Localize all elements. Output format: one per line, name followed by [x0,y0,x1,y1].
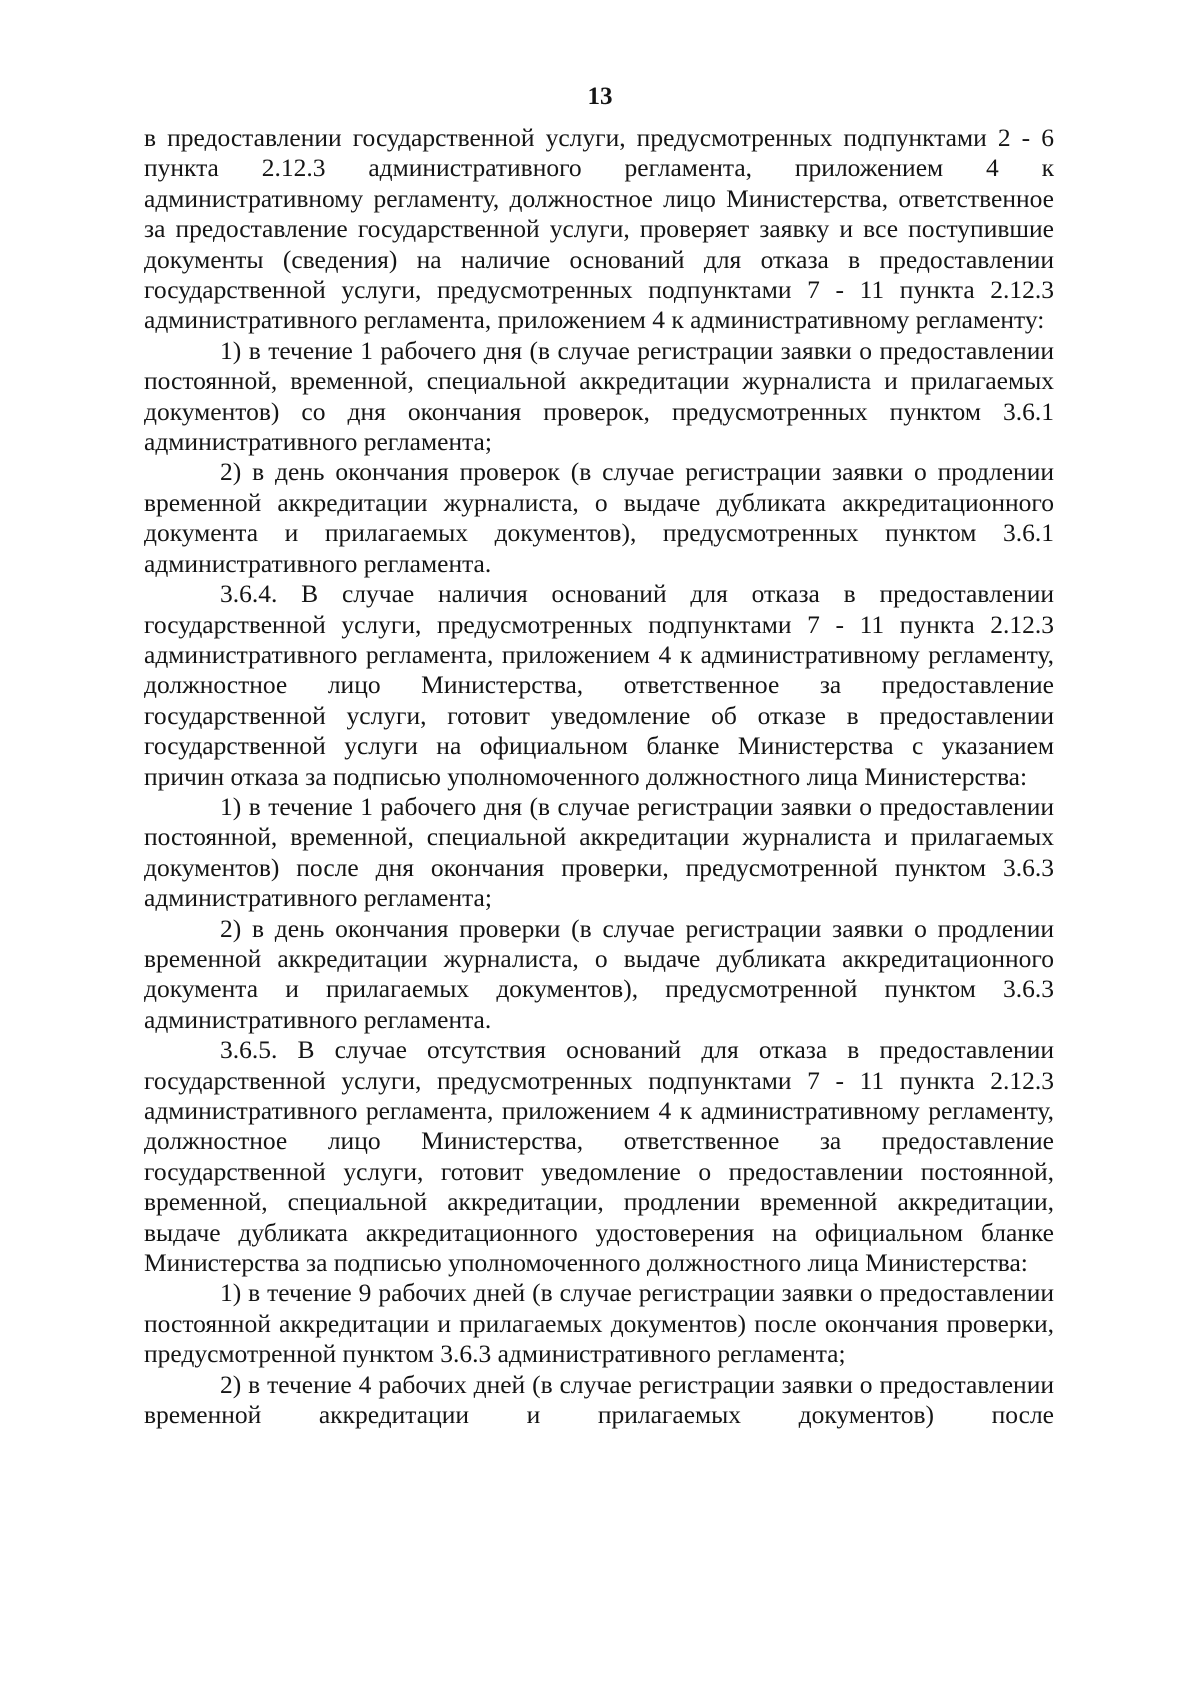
paragraph-item-2: 2) в день окончания проверок (в случае регистрации заявки о продлении временной аккредитации журналиста, о выдаче дубликата аккредитационного документа и прилагаемых документов), предусмотренных пунктом 3.6.1 административного регламента. [144,457,1054,578]
paragraph-item-1: 1) в течение 9 рабочих дней (в случае регистрации заявки о предоставлении постоянной аккредитации и прилагаемых документов) после окончания проверки, предусмотренной пунктом 3.6.3 административного регламента; [144,1278,1054,1369]
paragraph-item-1: 1) в течение 1 рабочего дня (в случае регистрации заявки о предоставлении постоянной, временной, специальной аккредитации журналиста и прилагаемых документов) после дня окончания проверки, предусмотренной пунктом 3.6.3 административного регламента; [144,791,1054,913]
paragraph-item-2: 2) в день окончания проверки (в случае регистрации заявки о продлении временной аккредитации журналиста, о выдаче дубликата аккредитационного документа и прилагаемых документов), предусмотренной пунктом 3.6.3 административного регламента. [144,913,1054,1034]
paragraph-continuation: в предоставлении государственной услуги, предусмотренных подпунктами 2 - 6 пункта 2.12.3 административного регламента, приложением 4 к административному регламенту, должностное лицо Министерства, ответственное за предоставление государственной услуги, проверяет заявку и все поступившие документы (сведения) на наличие оснований для отказа в предоставлении государственной услуги, предусмотренных подпунктами 7 - 11 пункта 2.12.3 административного регламента, приложением 4 к административному регламенту: [144,123,1054,335]
paragraph-item-1: 1) в течение 1 рабочего дня (в случае регистрации заявки о предоставлении постоянной, временной, специальной аккредитации журналиста и прилагаемых документов) со дня окончания проверок, предусмотренных пунктом 3.6.1 административного регламента; [144,335,1054,457]
paragraph-section-3-6-4: 3.6.4. В случае наличия оснований для отказа в предоставлении государственной услуги, предусмотренных подпунктами 7 - 11 пункта 2.12.3 административного регламента, приложением 4 к административному регламенту, должностное лицо Министерства, ответственное за предоставление государственной услуги, готовит уведомление об отказе в предоставлении государственной услуги на официальном бланке Министерства с указанием причин отказа за подписью уполномоченного должностного лица Министерства: [144,579,1054,791]
paragraph-section-3-6-5: 3.6.5. В случае отсутствия оснований для отказа в предоставлении государственной услуги, предусмотренных подпунктами 7 - 11 пункта 2.12.3 административного регламента, приложением 4 к административному регламенту, должностное лицо Министерства, ответственное за предоставление государственной услуги, готовит уведомление о предоставлении постоянной, временной, специальной аккредитации, продлении временной аккредитации, выдаче дубликата аккредитационного удостоверения на официальном бланке Министерства за подписью уполномоченного должностного лица Министерства: [144,1035,1054,1278]
paragraph-item-2-continues: 2) в течение 4 рабочих дней (в случае регистрации заявки о предоставлении временной аккредитации и прилагаемых документов) после [144,1369,1054,1430]
page-number: 13 [587,83,613,110]
document-body [144,123,1054,1430]
